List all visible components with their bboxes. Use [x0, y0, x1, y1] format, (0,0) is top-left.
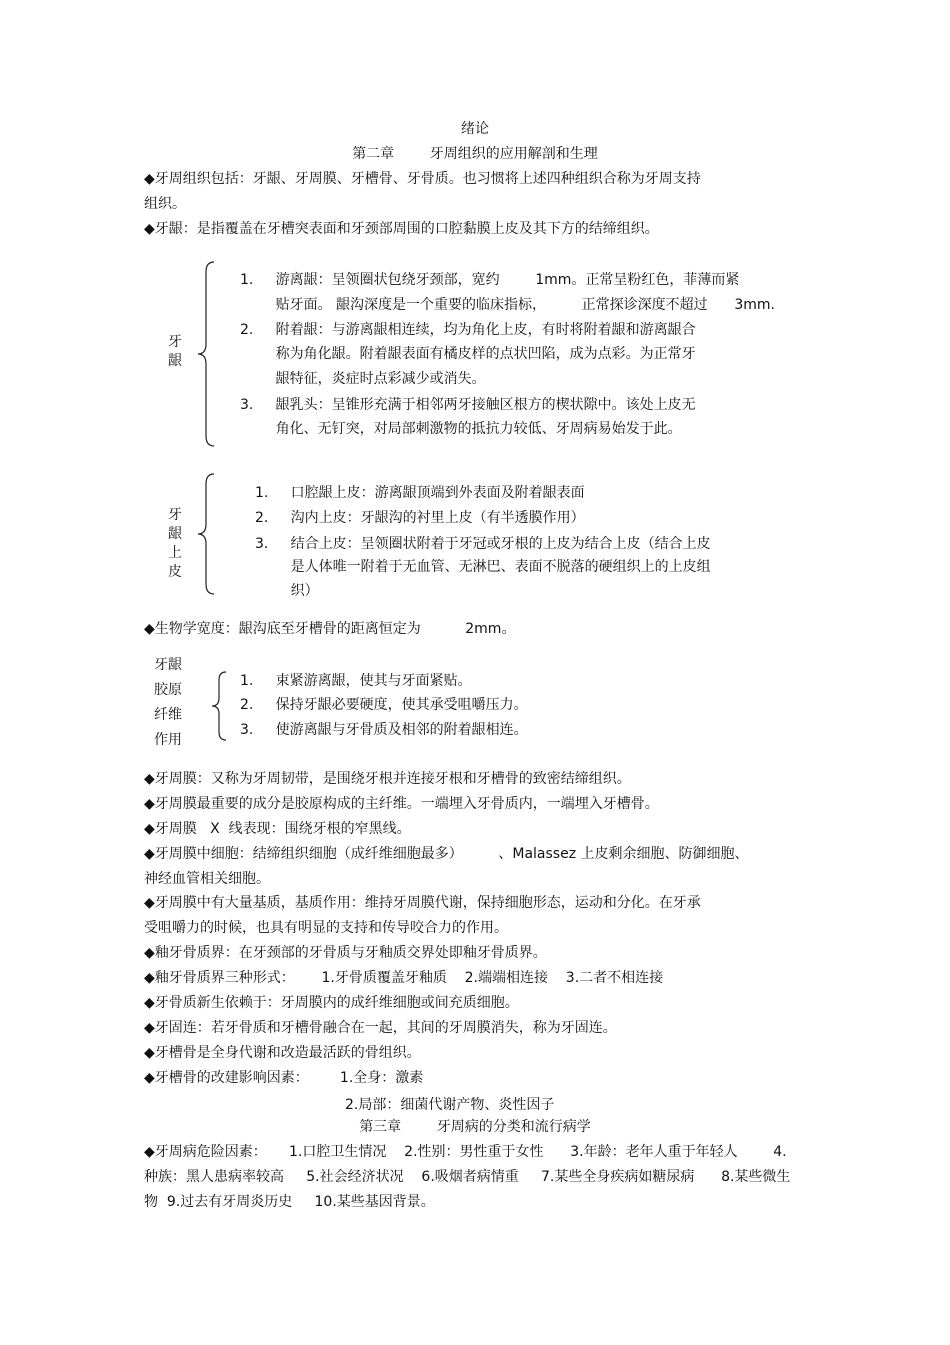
epithelium-label-4: 皮: [168, 564, 182, 580]
paragraph-7: 受咀嚼力的时候，也具有明显的支持和传导咬合力的作用。: [144, 920, 508, 936]
paragraph-3: ◆牙周膜 X 线表现：围绕牙根的窄黑线。: [144, 821, 411, 837]
gingiva-item-3-line-1: 3. 龈乳头：呈锥形充满于相邻两牙接触区根方的楔状隙中。该处上皮无: [240, 397, 696, 413]
paragraph-5: 神经血管相关细胞。: [144, 871, 270, 887]
gingiva-item-1-line-2: 贴牙面。 龈沟深度是一个重要的临床指标， 正常探诊深度不超过 3mm.: [240, 297, 775, 313]
paragraph-13: ◆牙槽骨的改建影响因素： 1.全身：激素: [144, 1070, 424, 1086]
epithelium-label-2: 龈: [168, 526, 182, 542]
epithelium-brace: [196, 472, 220, 596]
chapter-2-heading: 第二章 牙周组织的应用解剖和生理: [352, 146, 598, 162]
paragraph-8: ◆釉牙骨质界：在牙颈部的牙骨质与牙釉质交界处即釉牙骨质界。: [144, 945, 547, 961]
paragraph-local-factors: 2.局部：细菌代谢产物、炎性因子: [345, 1097, 555, 1113]
fiber-label-3: 纤维: [154, 707, 182, 723]
risk-factors-line-1: ◆牙周病危险因素： 1.口腔卫生情况 2.性别：男性重于女性 3.年龄：老年人重于年轻人 4.: [144, 1144, 787, 1160]
epithelium-label-3: 上: [168, 545, 182, 561]
paragraph-components-line-2: 组织。: [144, 196, 186, 212]
gingiva-item-1-line-1: 1. 游离龈：呈领圈状包绕牙颈部，宽约 1mm。正常呈粉红色，菲薄而紧: [240, 272, 740, 288]
paragraph-10: ◆牙骨质新生依赖于：牙周膜内的成纤维细胞或间充质细胞。: [144, 995, 519, 1011]
gingiva-item-2-line-3: 龈特征，炎症时点彩减少或消失。: [240, 371, 486, 387]
epithelium-label-1: 牙: [168, 507, 182, 523]
paragraph-components-line-1: ◆牙周组织包括：牙龈、牙周膜、牙槽骨、牙骨质。也习惯将上述四种组织合称为牙周支持: [144, 171, 701, 187]
gingiva-item-2-line-2: 称为角化龈。附着龈表面有橘皮样的点状凹陷，成为点彩。为正常牙: [240, 346, 696, 362]
fiber-label-4: 作用: [154, 732, 182, 748]
fiber-label-1: 牙龈: [154, 657, 182, 673]
paragraph-1: ◆牙周膜：又称为牙周韧带，是围绕牙根并连接牙根和牙槽骨的致密结缔组织。: [144, 771, 631, 787]
chapter-3-heading: 第三章 牙周病的分类和流行病学: [359, 1119, 591, 1135]
gingiva-label-1: 牙: [168, 334, 182, 350]
paragraph-4: ◆牙周膜中细胞：结缔组织细胞（成纤维细胞最多） 、Malassez 上皮剩余细胞、防御细胞、: [144, 846, 749, 862]
fiber-brace: [210, 670, 230, 742]
gingiva-brace: [196, 260, 220, 448]
paragraph-2: ◆牙周膜最重要的成分是胶原构成的主纤维。一端埋入牙骨质内，一端埋入牙槽骨。: [144, 796, 659, 812]
fiber-item-2: 2. 保持牙龈必要硬度，使其承受咀嚼压力。: [240, 697, 528, 713]
risk-factors-line-2: 种族：黑人患病率较高 5.社会经济状况 6.吸烟者病情重 7.某些全身疾病如糖尿病 8.某些微生: [144, 1169, 791, 1185]
paragraph-gingiva-definition: ◆牙龈：是指覆盖在牙槽突表面和牙颈部周围的口腔黏膜上皮及其下方的结缔组织。: [144, 221, 659, 237]
gingiva-item-3-line-2: 角化、无钉突，对局部刺激物的抵抗力较低、牙周病易始发于此。: [240, 421, 682, 437]
epithelium-item-3-line-1: 3. 结合上皮：呈领圈状附着于牙冠或牙根的上皮为结合上皮（结合上皮: [255, 536, 711, 552]
epithelium-item-2: 2. 沟内上皮：牙龈沟的衬里上皮（有半透膜作用）: [255, 510, 585, 526]
gingiva-item-2-line-1: 2. 附着龈：与游离龈相连续，均为角化上皮，有时将附着龈和游离龈合: [240, 322, 696, 338]
epithelium-item-3-line-3: 织）: [255, 583, 319, 599]
epithelium-item-1: 1. 口腔龈上皮：游离龈顶端到外表面及附着龈表面: [255, 485, 585, 501]
fiber-label-2: 胶原: [154, 682, 182, 698]
paragraph-11: ◆牙固连：若牙骨质和牙槽骨融合在一起，其间的牙周膜消失，称为牙固连。: [144, 1020, 617, 1036]
fiber-item-1: 1. 束紧游离龈，使其与牙面紧贴。: [240, 673, 472, 689]
paragraph-biological-width: ◆生物学宽度：龈沟底至牙槽骨的距离恒定为 2mm。: [144, 621, 516, 637]
risk-factors-line-3: 物 9.过去有牙周炎历史 10.某些基因背景。: [144, 1194, 435, 1210]
epithelium-item-3-line-2: 是人体唯一附着于无血管、无淋巴、表面不脱落的硬组织上的上皮组: [255, 559, 711, 575]
paragraph-12: ◆牙槽骨是全身代谢和改造最活跃的骨组织。: [144, 1045, 421, 1061]
paragraph-9: ◆釉牙骨质界三种形式： 1.牙骨质覆盖牙釉质 2.端端相连接 3.二者不相连接: [144, 970, 664, 986]
gingiva-label-2: 龈: [168, 353, 182, 369]
title: 绪论: [461, 121, 489, 137]
fiber-item-3: 3. 使游离龈与牙骨质及相邻的附着龈相连。: [240, 722, 528, 738]
paragraph-6: ◆牙周膜中有大量基质，基质作用：维持牙周膜代谢，保持细胞形态，运动和分化。在牙承: [144, 895, 701, 911]
